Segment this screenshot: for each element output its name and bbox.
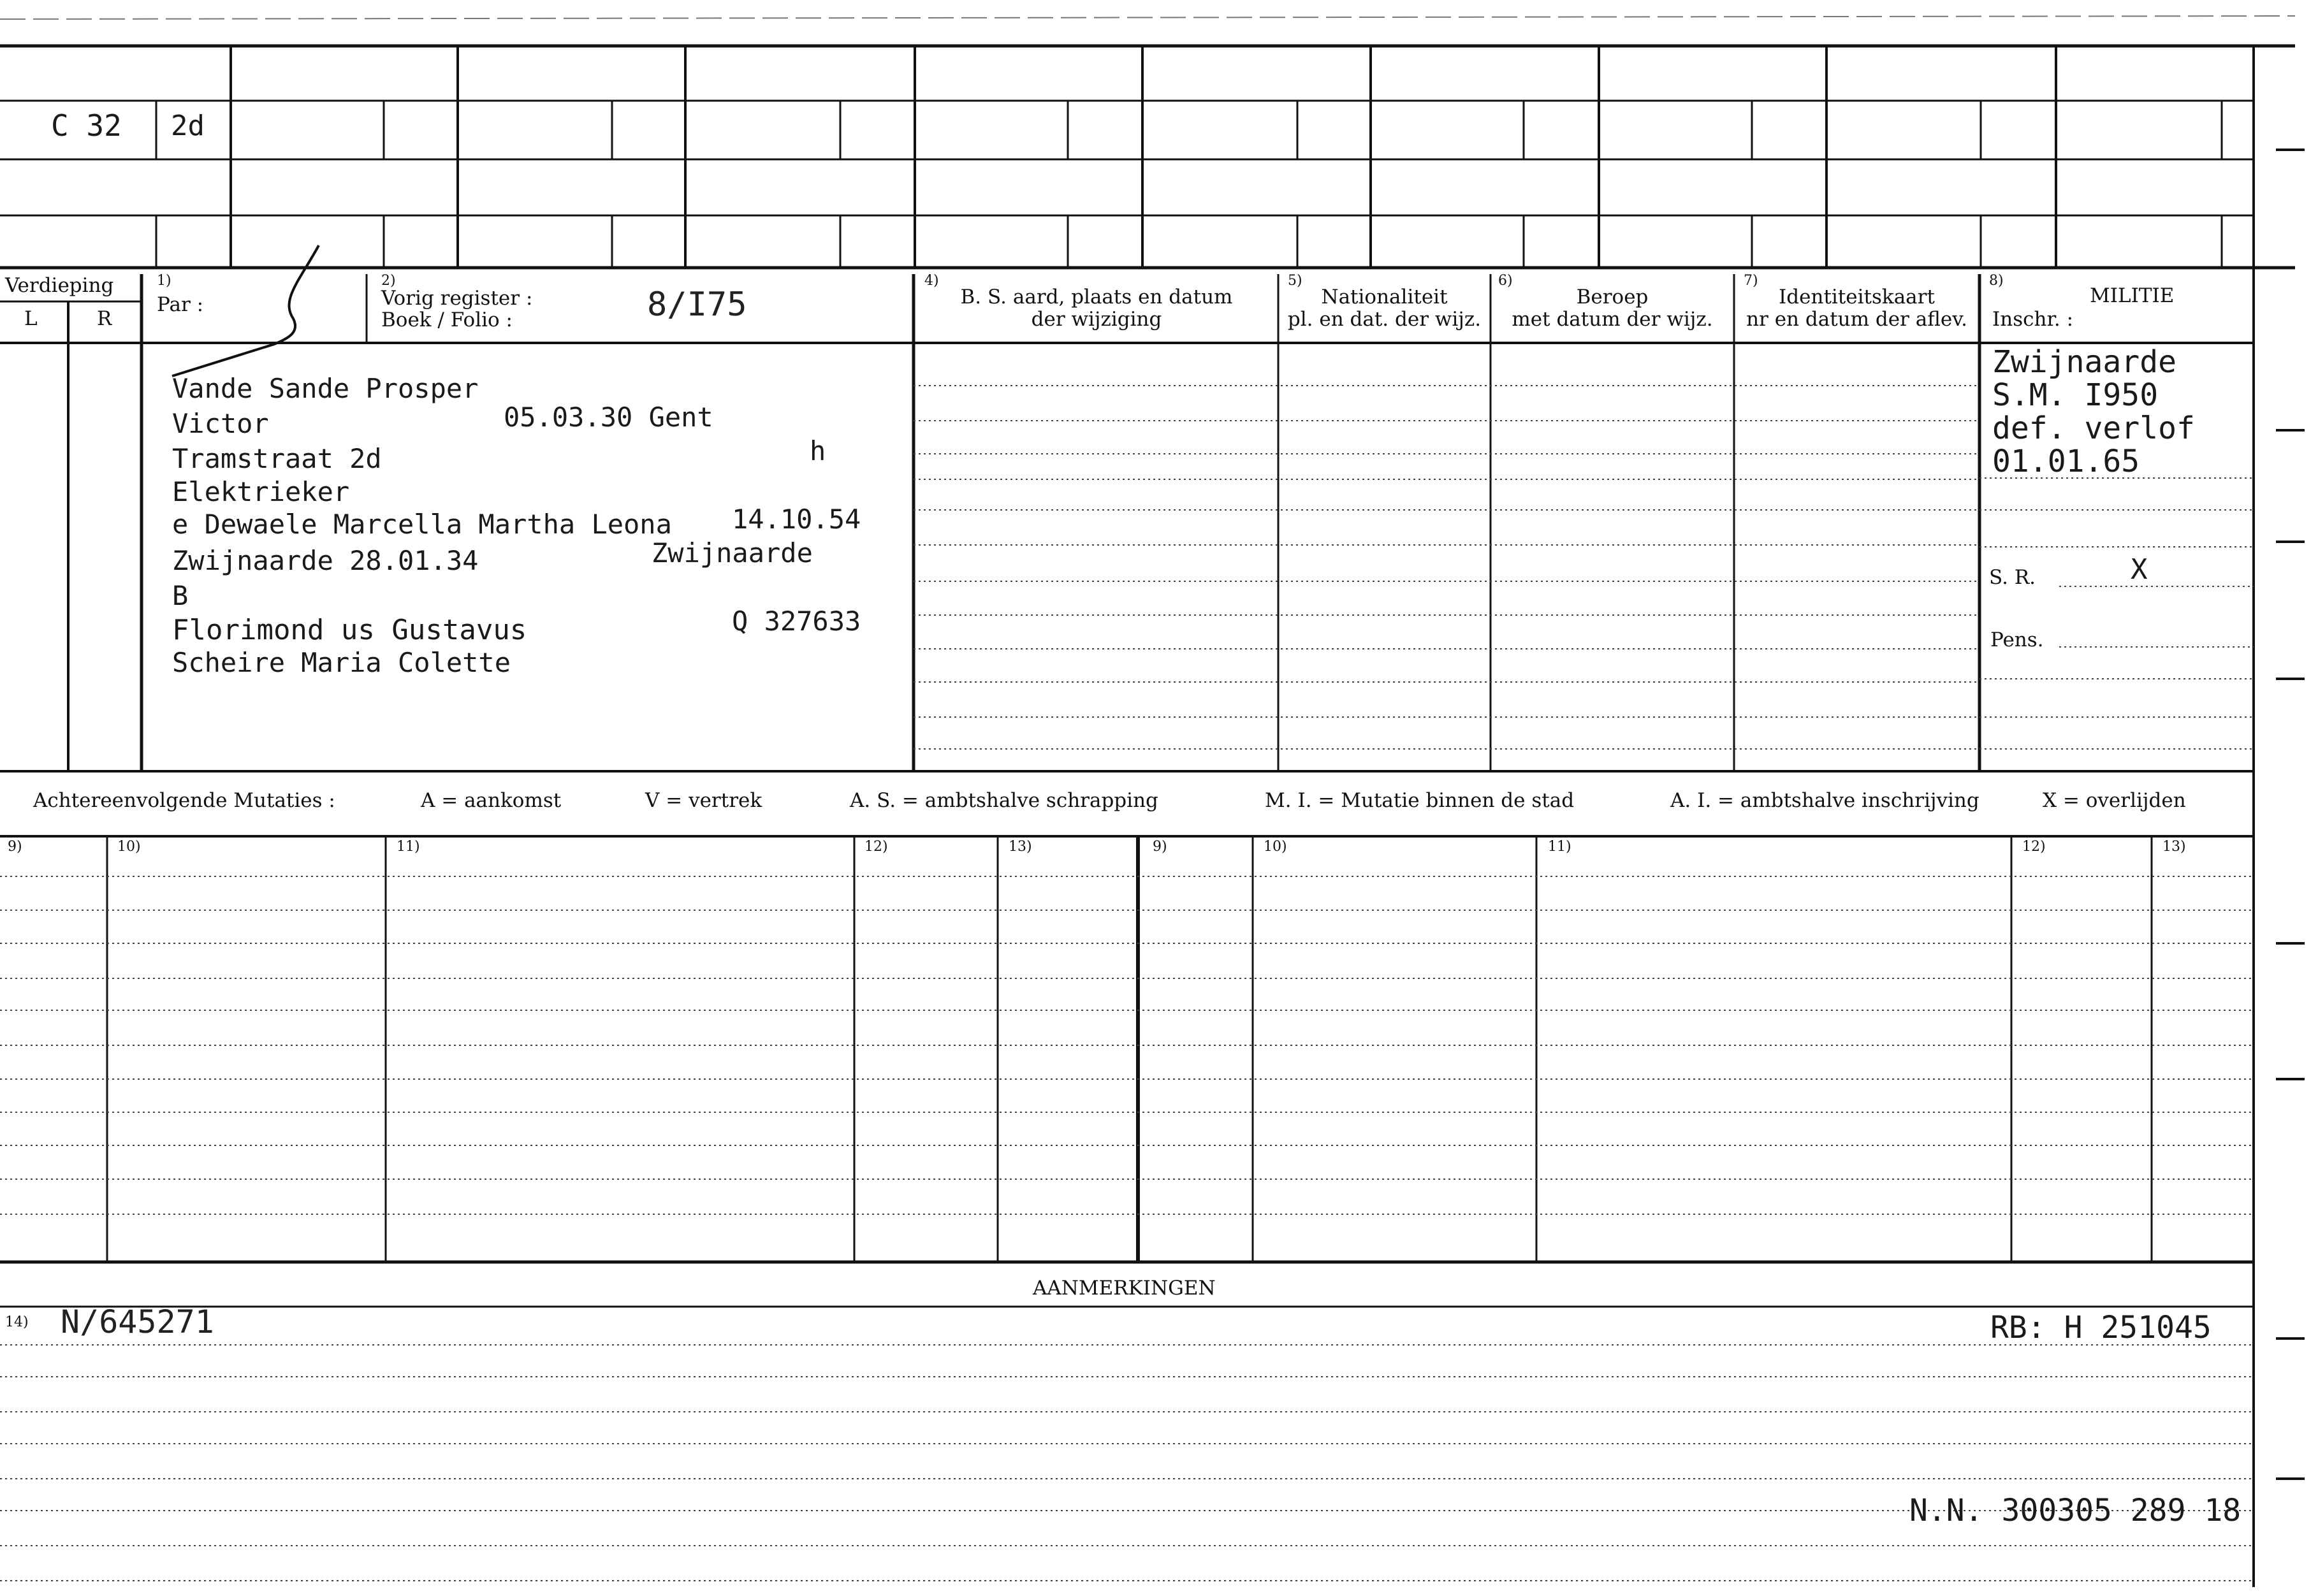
beroep-label-2: met datum der wijz. (1512, 308, 1713, 331)
militie-sm: S.M. I950 (1992, 377, 2159, 413)
person-id-number: Q 327633 (732, 606, 861, 637)
person-marriage-date: 14.10.54 (732, 504, 861, 535)
register-code: C 32 (51, 108, 122, 143)
sr-value: X (2131, 553, 2148, 586)
mutaties-title: Achtereenvolgende Mutaties : (33, 789, 335, 812)
mutatie-x: X = overlijden (2043, 789, 2186, 812)
beroep-number: 6) (1498, 273, 1513, 289)
boek-folio-label: Boek / Folio : (381, 308, 513, 331)
id-label-1: Identiteitskaart (1779, 286, 1935, 308)
person-given-name: Victor (172, 408, 269, 439)
militie-date: 01.01.65 (1992, 444, 2140, 479)
mutatie-a: A = aankomst (421, 789, 562, 812)
militie-number: 8) (1989, 273, 2004, 289)
mut-col-12b: 12) (2022, 839, 2046, 855)
person-birth: 05.03.30 Gent (504, 402, 713, 433)
register-cell: 2d (171, 110, 205, 142)
mut-col-11a: 11) (397, 839, 420, 855)
beroep-label-1: Beroep (1576, 286, 1649, 308)
sr-label: S. R. (1989, 566, 2036, 589)
bs-label-1: B. S. aard, plaats en datum (960, 286, 1233, 308)
mut-col-13b: 13) (2162, 839, 2186, 855)
id-label-2: nr en datum der aflev. (1746, 308, 1967, 331)
mut-col-13a: 13) (1009, 839, 1032, 855)
militie-label: MILITIE (2090, 284, 2175, 307)
mutatie-as: A. S. = ambtshalve schrapping (850, 789, 1158, 812)
mut-col-10a: 10) (117, 839, 141, 855)
mutatie-ai: A. I. = ambtshalve inschrijving (1670, 789, 1979, 812)
vorig-register-label: Vorig register : (381, 287, 533, 310)
mut-col-12a: 12) (864, 839, 888, 855)
mutatie-mi: M. I. = Mutatie binnen de stad (1265, 789, 1575, 812)
aanmerkingen-title: AANMERKINGEN (1033, 1277, 1216, 1300)
person-name: Vande Sande Prosper (172, 373, 479, 404)
militie-verlof: def. verlof (1992, 410, 2195, 446)
nat-number: 5) (1288, 273, 1302, 289)
bs-label-2: der wijziging (1031, 308, 1162, 331)
mut-col-9a: 9) (8, 839, 22, 855)
person-spouse: e Dewaele Marcella Martha Leona (172, 509, 672, 540)
verdieping-label: Verdieping (5, 274, 114, 297)
boek-folio-value: 8/I75 (647, 286, 747, 324)
r-label: R (97, 307, 112, 330)
person-father: Florimond us Gustavus (172, 614, 527, 646)
pens-label: Pens. (1990, 628, 2044, 651)
id-number: 7) (1744, 273, 1758, 289)
person-mother: Scheire Maria Colette (172, 647, 511, 678)
mut-col-10b: 10) (1264, 839, 1287, 855)
militie-place: Zwijnaarde (1992, 344, 2176, 380)
aanmerkingen-rb: RB: H 251045 (1990, 1310, 2212, 1346)
par-number: 1) (157, 273, 171, 289)
mut-col-11b: 11) (1548, 839, 1571, 855)
aanmerkingen-nn: N.N. 300305 289 18 (1909, 1493, 2242, 1528)
mut-col-9b: 9) (1153, 839, 1167, 855)
person-b: B (172, 580, 189, 611)
l-label: L (24, 307, 38, 330)
mutatie-v: V = vertrek (645, 789, 762, 812)
aanmerkingen-number: 14) (5, 1314, 29, 1330)
person-occupation: Elektrieker (172, 476, 350, 507)
vorig-number: 2) (381, 273, 396, 289)
nat-label-1: Nationaliteit (1321, 286, 1448, 308)
person-marriage-place: Zwijnaarde (652, 537, 813, 569)
person-spouse-birth: Zwijnaarde 28.01.34 (172, 545, 479, 576)
inschr-label: Inschr. : (1992, 308, 2074, 331)
person-sex: h (810, 435, 826, 467)
nat-label-2: pl. en dat. der wijz. (1287, 308, 1482, 331)
par-label: Par : (157, 293, 204, 316)
bs-number: 4) (924, 273, 939, 289)
aanmerkingen-n-value: N/645271 (61, 1303, 214, 1340)
person-address: Tramstraat 2d (172, 443, 382, 474)
